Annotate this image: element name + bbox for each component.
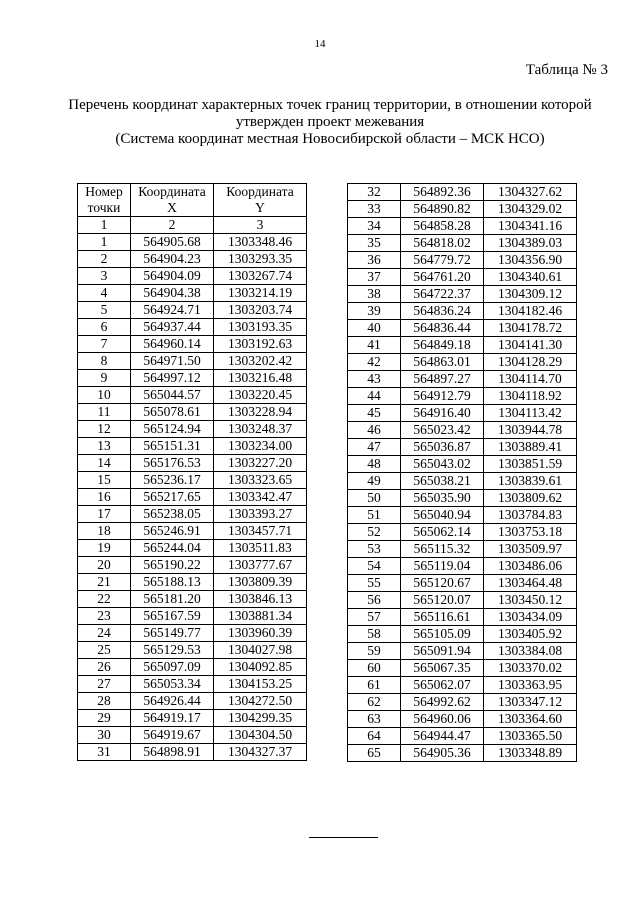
cell-point-number: 30 bbox=[78, 727, 131, 744]
cell-coordinate-y: 1303347.12 bbox=[484, 694, 577, 711]
cell-coordinate-x: 565115.32 bbox=[401, 541, 484, 558]
table-row bbox=[348, 694, 577, 711]
cell-coordinate-x: 565244.04 bbox=[131, 540, 214, 557]
cell-coordinate-y: 1303464.48 bbox=[484, 575, 577, 592]
cell-coordinate-x: 565217.65 bbox=[131, 489, 214, 506]
cell-point-number: 36 bbox=[348, 252, 401, 269]
cell-point-number: 42 bbox=[348, 354, 401, 371]
cell-coordinate-y: 1303365.50 bbox=[484, 728, 577, 745]
table-row bbox=[78, 591, 307, 608]
cell-point-number: 10 bbox=[78, 387, 131, 404]
cell-coordinate-x: 565062.07 bbox=[401, 677, 484, 694]
cell-coordinate-y: 1304341.16 bbox=[484, 218, 577, 235]
cell-coordinate-x: 564937.44 bbox=[131, 319, 214, 336]
table-row bbox=[348, 745, 577, 762]
cell-point-number: 40 bbox=[348, 320, 401, 337]
cell-point-number: 4 bbox=[78, 285, 131, 302]
cell-coordinate-x: 564926.44 bbox=[131, 693, 214, 710]
cell-coordinate-x: 564898.91 bbox=[131, 744, 214, 761]
cell-coordinate-x: 565129.53 bbox=[131, 642, 214, 659]
table-row bbox=[348, 558, 577, 575]
cell-point-number: 35 bbox=[348, 235, 401, 252]
cell-point-number: 12 bbox=[78, 421, 131, 438]
cell-coordinate-y: 1303881.34 bbox=[214, 608, 307, 625]
cell-point-number: 53 bbox=[348, 541, 401, 558]
cell-point-number: 6 bbox=[78, 319, 131, 336]
cell-coordinate-x: 564960.06 bbox=[401, 711, 484, 728]
cell-coordinate-y: 1304118.92 bbox=[484, 388, 577, 405]
cell-coordinate-y: 1303248.37 bbox=[214, 421, 307, 438]
cell-point-number: 2 bbox=[78, 251, 131, 268]
cell-point-number: 37 bbox=[348, 269, 401, 286]
cell-coordinate-x: 564916.40 bbox=[401, 405, 484, 422]
table-row bbox=[348, 201, 577, 218]
table-row bbox=[78, 404, 307, 421]
table-row bbox=[78, 370, 307, 387]
page-number: 14 bbox=[314, 38, 326, 50]
cell-coordinate-y: 1303193.35 bbox=[214, 319, 307, 336]
table-row bbox=[78, 574, 307, 591]
cell-coordinate-y: 1303809.39 bbox=[214, 574, 307, 591]
cell-point-number: 16 bbox=[78, 489, 131, 506]
table-heading bbox=[40, 97, 620, 148]
cell-coordinate-y: 1303753.18 bbox=[484, 524, 577, 541]
table-row bbox=[348, 609, 577, 626]
cell-point-number: 15 bbox=[78, 472, 131, 489]
cell-coordinate-x: 564890.82 bbox=[401, 201, 484, 218]
cell-point-number: 38 bbox=[348, 286, 401, 303]
table-row bbox=[348, 660, 577, 677]
table-row bbox=[348, 269, 577, 286]
cell-coordinate-y: 1303323.65 bbox=[214, 472, 307, 489]
cell-coordinate-x: 564779.72 bbox=[401, 252, 484, 269]
cell-coordinate-x: 565038.21 bbox=[401, 473, 484, 490]
cell-point-number: 11 bbox=[78, 404, 131, 421]
cell-point-number: 9 bbox=[78, 370, 131, 387]
cell-coordinate-x: 565238.05 bbox=[131, 506, 214, 523]
cell-coordinate-y: 1303486.06 bbox=[484, 558, 577, 575]
cell-point-number: 17 bbox=[78, 506, 131, 523]
cell-coordinate-x: 564858.28 bbox=[401, 218, 484, 235]
table-row bbox=[78, 438, 307, 455]
index-coordinate-x: 2 bbox=[131, 217, 214, 234]
table-row bbox=[78, 489, 307, 506]
cell-coordinate-y: 1303220.45 bbox=[214, 387, 307, 404]
cell-coordinate-y: 1304340.61 bbox=[484, 269, 577, 286]
column-index-row bbox=[78, 217, 307, 234]
cell-coordinate-y: 1304153.25 bbox=[214, 676, 307, 693]
cell-point-number: 45 bbox=[348, 405, 401, 422]
table-row bbox=[348, 371, 577, 388]
cell-coordinate-x: 565188.13 bbox=[131, 574, 214, 591]
cell-coordinate-x: 565181.20 bbox=[131, 591, 214, 608]
cell-point-number: 44 bbox=[348, 388, 401, 405]
cell-coordinate-x: 565120.07 bbox=[401, 592, 484, 609]
cell-point-number: 19 bbox=[78, 540, 131, 557]
cell-coordinate-x: 565043.02 bbox=[401, 456, 484, 473]
cell-point-number: 48 bbox=[348, 456, 401, 473]
cell-coordinate-y: 1303370.02 bbox=[484, 660, 577, 677]
cell-coordinate-x: 565044.57 bbox=[131, 387, 214, 404]
cell-coordinate-y: 1303846.13 bbox=[214, 591, 307, 608]
cell-point-number: 22 bbox=[78, 591, 131, 608]
cell-coordinate-x: 564971.50 bbox=[131, 353, 214, 370]
cell-coordinate-y: 1304389.03 bbox=[484, 235, 577, 252]
cell-coordinate-y: 1303342.47 bbox=[214, 489, 307, 506]
cell-coordinate-y: 1303809.62 bbox=[484, 490, 577, 507]
cell-coordinate-x: 565190.22 bbox=[131, 557, 214, 574]
cell-coordinate-x: 565119.04 bbox=[401, 558, 484, 575]
table-row bbox=[348, 320, 577, 337]
cell-coordinate-y: 1303234.00 bbox=[214, 438, 307, 455]
cell-coordinate-y: 1303944.78 bbox=[484, 422, 577, 439]
table-row bbox=[348, 354, 577, 371]
cell-coordinate-y: 1304114.70 bbox=[484, 371, 577, 388]
cell-coordinate-x: 565023.42 bbox=[401, 422, 484, 439]
table-row bbox=[78, 251, 307, 268]
cell-coordinate-y: 1303348.46 bbox=[214, 234, 307, 251]
table-row bbox=[348, 388, 577, 405]
table-row bbox=[78, 506, 307, 523]
cell-point-number: 34 bbox=[348, 218, 401, 235]
cell-coordinate-x: 564919.17 bbox=[131, 710, 214, 727]
footer-rule bbox=[309, 837, 378, 838]
cell-point-number: 43 bbox=[348, 371, 401, 388]
table-row bbox=[78, 557, 307, 574]
cell-coordinate-y: 1304178.72 bbox=[484, 320, 577, 337]
cell-coordinate-y: 1303851.59 bbox=[484, 456, 577, 473]
table-row bbox=[78, 319, 307, 336]
cell-point-number: 14 bbox=[78, 455, 131, 472]
cell-point-number: 13 bbox=[78, 438, 131, 455]
cell-point-number: 47 bbox=[348, 439, 401, 456]
cell-coordinate-x: 565097.09 bbox=[131, 659, 214, 676]
cell-coordinate-x: 564897.27 bbox=[401, 371, 484, 388]
cell-coordinate-y: 1303434.09 bbox=[484, 609, 577, 626]
cell-point-number: 60 bbox=[348, 660, 401, 677]
table-row bbox=[78, 268, 307, 285]
cell-point-number: 65 bbox=[348, 745, 401, 762]
cell-point-number: 24 bbox=[78, 625, 131, 642]
cell-coordinate-y: 1304027.98 bbox=[214, 642, 307, 659]
cell-coordinate-x: 565151.31 bbox=[131, 438, 214, 455]
cell-point-number: 1 bbox=[78, 234, 131, 251]
cell-coordinate-x: 564905.68 bbox=[131, 234, 214, 251]
cell-coordinate-x: 565053.34 bbox=[131, 676, 214, 693]
table-row bbox=[348, 575, 577, 592]
table-row bbox=[348, 592, 577, 609]
table-row bbox=[78, 676, 307, 693]
cell-coordinate-x: 565116.61 bbox=[401, 609, 484, 626]
table-row bbox=[78, 693, 307, 710]
cell-point-number: 46 bbox=[348, 422, 401, 439]
cell-coordinate-y: 1303202.42 bbox=[214, 353, 307, 370]
cell-coordinate-y: 1304182.46 bbox=[484, 303, 577, 320]
heading-line-1: Перечень координат характерных точек границ территории, в отношении которой bbox=[68, 97, 592, 113]
table-row bbox=[348, 490, 577, 507]
cell-coordinate-y: 1303511.83 bbox=[214, 540, 307, 557]
cell-coordinate-y: 1304272.50 bbox=[214, 693, 307, 710]
cell-coordinate-y: 1303348.89 bbox=[484, 745, 577, 762]
cell-coordinate-x: 565040.94 bbox=[401, 507, 484, 524]
cell-coordinate-x: 565246.91 bbox=[131, 523, 214, 540]
table-row bbox=[348, 507, 577, 524]
cell-coordinate-x: 564761.20 bbox=[401, 269, 484, 286]
cell-coordinate-y: 1304327.37 bbox=[214, 744, 307, 761]
header-row bbox=[78, 184, 307, 217]
cell-point-number: 7 bbox=[78, 336, 131, 353]
cell-coordinate-y: 1304299.35 bbox=[214, 710, 307, 727]
table-row bbox=[78, 387, 307, 404]
cell-coordinate-y: 1303192.63 bbox=[214, 336, 307, 353]
cell-coordinate-y: 1303267.74 bbox=[214, 268, 307, 285]
table-row bbox=[78, 285, 307, 302]
table-row bbox=[78, 642, 307, 659]
cell-point-number: 33 bbox=[348, 201, 401, 218]
table-row bbox=[78, 302, 307, 319]
table-row bbox=[348, 524, 577, 541]
table-row bbox=[78, 523, 307, 540]
cell-coordinate-x: 564722.37 bbox=[401, 286, 484, 303]
table-row bbox=[78, 234, 307, 251]
cell-point-number: 21 bbox=[78, 574, 131, 591]
table-row bbox=[348, 473, 577, 490]
cell-coordinate-x: 565091.94 bbox=[401, 643, 484, 660]
cell-coordinate-x: 564904.38 bbox=[131, 285, 214, 302]
cell-coordinate-x: 564863.01 bbox=[401, 354, 484, 371]
cell-point-number: 62 bbox=[348, 694, 401, 711]
cell-coordinate-y: 1303960.39 bbox=[214, 625, 307, 642]
cell-coordinate-y: 1303214.19 bbox=[214, 285, 307, 302]
cell-point-number: 29 bbox=[78, 710, 131, 727]
cell-coordinate-x: 565062.14 bbox=[401, 524, 484, 541]
cell-coordinate-x: 565167.59 bbox=[131, 608, 214, 625]
table-row bbox=[78, 353, 307, 370]
cell-point-number: 50 bbox=[348, 490, 401, 507]
cell-coordinate-x: 564992.62 bbox=[401, 694, 484, 711]
cell-point-number: 31 bbox=[78, 744, 131, 761]
cell-point-number: 25 bbox=[78, 642, 131, 659]
cell-coordinate-y: 1304304.50 bbox=[214, 727, 307, 744]
table-row bbox=[348, 337, 577, 354]
cell-coordinate-x: 565236.17 bbox=[131, 472, 214, 489]
cell-coordinate-y: 1303405.92 bbox=[484, 626, 577, 643]
cell-coordinate-y: 1304309.12 bbox=[484, 286, 577, 303]
cell-coordinate-y: 1303777.67 bbox=[214, 557, 307, 574]
table-row bbox=[78, 540, 307, 557]
cell-coordinate-x: 565176.53 bbox=[131, 455, 214, 472]
cell-point-number: 28 bbox=[78, 693, 131, 710]
cell-coordinate-x: 565035.90 bbox=[401, 490, 484, 507]
cell-point-number: 63 bbox=[348, 711, 401, 728]
table-row bbox=[348, 439, 577, 456]
table-row bbox=[78, 608, 307, 625]
cell-coordinate-x: 564818.02 bbox=[401, 235, 484, 252]
cell-point-number: 64 bbox=[348, 728, 401, 745]
cell-point-number: 32 bbox=[348, 184, 401, 201]
cell-point-number: 41 bbox=[348, 337, 401, 354]
table-row bbox=[78, 710, 307, 727]
index-point-number: 1 bbox=[78, 217, 131, 234]
table-row bbox=[78, 472, 307, 489]
cell-point-number: 27 bbox=[78, 676, 131, 693]
cell-coordinate-y: 1303384.08 bbox=[484, 643, 577, 660]
table-row bbox=[78, 455, 307, 472]
cell-coordinate-x: 564836.24 bbox=[401, 303, 484, 320]
header-coordinate-x: Координата X bbox=[131, 184, 214, 217]
cell-coordinate-x: 564912.79 bbox=[401, 388, 484, 405]
table-row bbox=[78, 625, 307, 642]
cell-coordinate-x: 565120.67 bbox=[401, 575, 484, 592]
table-row bbox=[78, 744, 307, 761]
cell-point-number: 52 bbox=[348, 524, 401, 541]
table-row bbox=[78, 421, 307, 438]
cell-coordinate-x: 565067.35 bbox=[401, 660, 484, 677]
cell-coordinate-y: 1303216.48 bbox=[214, 370, 307, 387]
table-row bbox=[78, 659, 307, 676]
cell-coordinate-y: 1304092.85 bbox=[214, 659, 307, 676]
cell-coordinate-y: 1304141.30 bbox=[484, 337, 577, 354]
cell-coordinate-x: 565105.09 bbox=[401, 626, 484, 643]
table-row bbox=[348, 541, 577, 558]
coordinates-table-left bbox=[77, 183, 307, 761]
heading-line-3: (Система координат местная Новосибирской области – МСК НСО) bbox=[115, 131, 545, 147]
cell-point-number: 23 bbox=[78, 608, 131, 625]
cell-point-number: 20 bbox=[78, 557, 131, 574]
cell-point-number: 59 bbox=[348, 643, 401, 660]
cell-point-number: 61 bbox=[348, 677, 401, 694]
cell-point-number: 58 bbox=[348, 626, 401, 643]
cell-coordinate-y: 1303509.97 bbox=[484, 541, 577, 558]
cell-point-number: 49 bbox=[348, 473, 401, 490]
cell-coordinate-y: 1303839.61 bbox=[484, 473, 577, 490]
cell-coordinate-y: 1303450.12 bbox=[484, 592, 577, 609]
table-label: Таблица № 3 bbox=[525, 62, 608, 78]
table-row bbox=[348, 184, 577, 201]
cell-coordinate-x: 564960.14 bbox=[131, 336, 214, 353]
cell-coordinate-y: 1303293.35 bbox=[214, 251, 307, 268]
header-coordinate-y: Координата Y bbox=[214, 184, 307, 217]
cell-coordinate-y: 1304128.29 bbox=[484, 354, 577, 371]
cell-coordinate-x: 564836.44 bbox=[401, 320, 484, 337]
table-row bbox=[348, 405, 577, 422]
cell-coordinate-x: 564892.36 bbox=[401, 184, 484, 201]
table-row bbox=[348, 626, 577, 643]
cell-point-number: 18 bbox=[78, 523, 131, 540]
table-row bbox=[348, 643, 577, 660]
cell-coordinate-y: 1304356.90 bbox=[484, 252, 577, 269]
cell-coordinate-x: 564997.12 bbox=[131, 370, 214, 387]
table-row bbox=[348, 677, 577, 694]
cell-point-number: 55 bbox=[348, 575, 401, 592]
cell-coordinate-y: 1304327.62 bbox=[484, 184, 577, 201]
table-row bbox=[348, 711, 577, 728]
index-coordinate-y: 3 bbox=[214, 217, 307, 234]
cell-coordinate-x: 564904.23 bbox=[131, 251, 214, 268]
cell-coordinate-x: 565036.87 bbox=[401, 439, 484, 456]
cell-coordinate-y: 1303228.94 bbox=[214, 404, 307, 421]
table-row bbox=[348, 456, 577, 473]
cell-coordinate-y: 1303364.60 bbox=[484, 711, 577, 728]
cell-point-number: 8 bbox=[78, 353, 131, 370]
cell-point-number: 56 bbox=[348, 592, 401, 609]
header-point-number: Номер точки bbox=[78, 184, 131, 217]
cell-coordinate-y: 1303203.74 bbox=[214, 302, 307, 319]
table-row bbox=[348, 286, 577, 303]
table-row bbox=[348, 252, 577, 269]
cell-point-number: 54 bbox=[348, 558, 401, 575]
cell-coordinate-x: 564944.47 bbox=[401, 728, 484, 745]
cell-point-number: 3 bbox=[78, 268, 131, 285]
cell-point-number: 39 bbox=[348, 303, 401, 320]
cell-coordinate-y: 1304329.02 bbox=[484, 201, 577, 218]
cell-coordinate-x: 564849.18 bbox=[401, 337, 484, 354]
cell-coordinate-y: 1303784.83 bbox=[484, 507, 577, 524]
cell-coordinate-y: 1303227.20 bbox=[214, 455, 307, 472]
table-row bbox=[348, 422, 577, 439]
cell-coordinate-x: 565124.94 bbox=[131, 421, 214, 438]
cell-coordinate-y: 1303363.95 bbox=[484, 677, 577, 694]
table-row bbox=[78, 336, 307, 353]
table-row bbox=[348, 218, 577, 235]
cell-coordinate-x: 564904.09 bbox=[131, 268, 214, 285]
cell-coordinate-y: 1303457.71 bbox=[214, 523, 307, 540]
cell-point-number: 26 bbox=[78, 659, 131, 676]
coordinates-table-right bbox=[347, 183, 577, 762]
cell-coordinate-x: 564919.67 bbox=[131, 727, 214, 744]
cell-coordinate-x: 564924.71 bbox=[131, 302, 214, 319]
cell-point-number: 57 bbox=[348, 609, 401, 626]
table-row bbox=[348, 728, 577, 745]
cell-coordinate-x: 565078.61 bbox=[131, 404, 214, 421]
cell-point-number: 51 bbox=[348, 507, 401, 524]
heading-line-2: утвержден проект межевания bbox=[235, 114, 425, 130]
cell-coordinate-y: 1303889.41 bbox=[484, 439, 577, 456]
cell-point-number: 5 bbox=[78, 302, 131, 319]
cell-coordinate-x: 565149.77 bbox=[131, 625, 214, 642]
cell-coordinate-x: 564905.36 bbox=[401, 745, 484, 762]
table-row bbox=[78, 727, 307, 744]
cell-coordinate-y: 1303393.27 bbox=[214, 506, 307, 523]
table-row bbox=[348, 235, 577, 252]
cell-coordinate-y: 1304113.42 bbox=[484, 405, 577, 422]
table-row bbox=[348, 303, 577, 320]
